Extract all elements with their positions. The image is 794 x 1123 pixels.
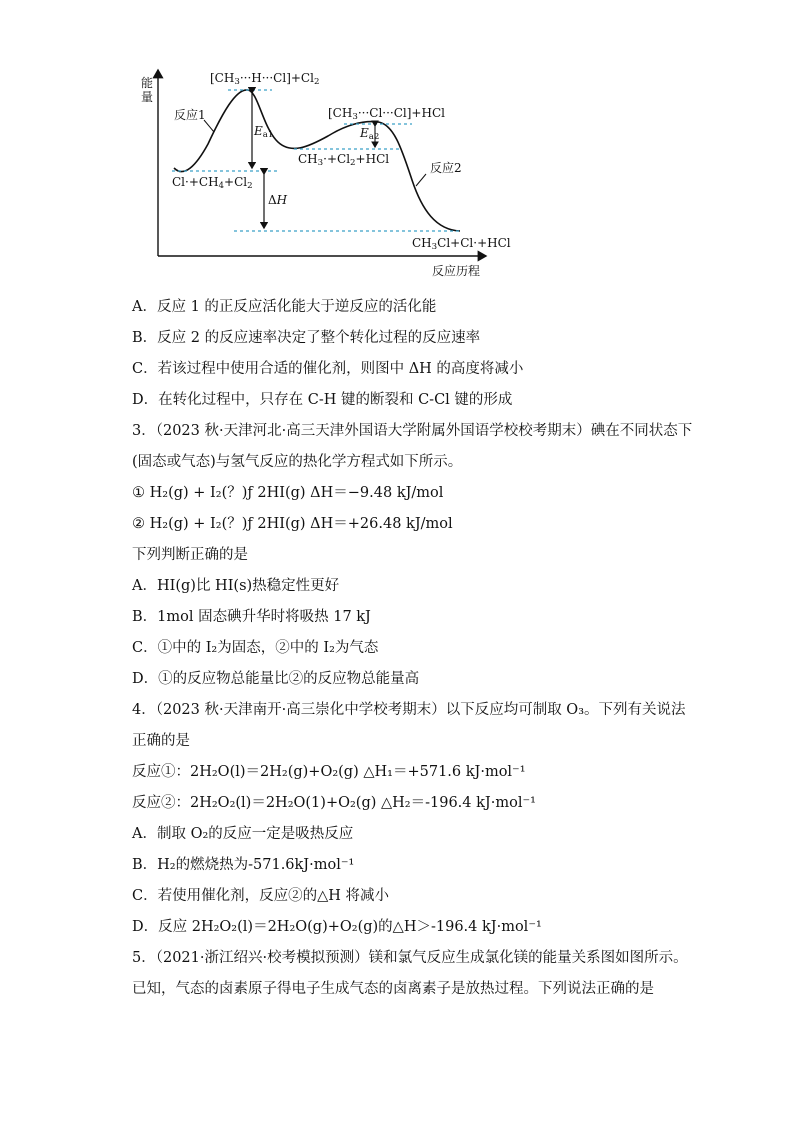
q5-stem-line1: 5．（2021·浙江绍兴·校考模拟预测）镁和氯气反应生成氯化镁的能量关系图如图所示。	[132, 950, 688, 966]
q4-stem-line2: 正确的是	[132, 733, 190, 749]
reaction1-label: 反应1	[174, 108, 206, 122]
q3-option-a: A．HI(g)比 HI(s)热稳定性更好	[132, 578, 340, 594]
intermediate-label: $CH_3\cdot+Cl_2+HCl$	[298, 152, 390, 169]
q4-option-d: D．反应 2H₂O₂(l)＝2H₂O(g)+O₂(g)的△H＞-196.4 kJ·mol⁻¹	[132, 919, 542, 935]
q3-equation-1: ① H₂(g) + I₂(？)ƒ 2HI(g) ΔH＝−9.48 kJ/mol	[132, 485, 444, 501]
ts1-label: $[CH_3\cdot\cdot\cdot H\cdot\cdot\cdot Cl]+Cl_2$	[210, 71, 320, 88]
q3-prompt: 下列判断正确的是	[132, 547, 248, 563]
q3-option-d: D．①的反应物总能量比②的反应物总能量高	[132, 671, 420, 687]
q2-option-c: C．若该过程中使用合适的催化剂，则图中 ΔH 的高度将减小	[132, 361, 524, 377]
ea1-label: $E_{a1}$	[254, 124, 274, 141]
x-axis-label: 反应历程	[432, 264, 481, 278]
end-label: $CH_3Cl+Cl\cdot+HCl$	[412, 236, 511, 253]
q2-option-d: D．在转化过程中，只存在 C-H 键的断裂和 C-Cl 键的形成	[132, 392, 513, 408]
q3-stem-line2: (固态或气态)与氢气反应的热化学方程式如下所示。	[132, 454, 463, 470]
q4-option-a: A．制取 O₂的反应一定是吸热反应	[132, 826, 354, 842]
q4-reaction-1: 反应①：2H₂O(l)＝2H₂(g)+O₂(g) △H₁＝+571.6 kJ·mol⁻¹	[132, 764, 526, 780]
q2-option-b: B．反应 2 的反应速率决定了整个转化过程的反应速率	[132, 330, 481, 346]
q3-stem-line1: 3．（2023 秋·天津河北·高三天津外国语大学附属外国语学校校考期末）碘在不同状态下	[132, 423, 693, 439]
energy-diagram	[130, 62, 530, 284]
y-axis-label: 能量	[140, 76, 153, 104]
reaction2-label: 反应2	[430, 161, 462, 175]
reaction2-leader	[416, 174, 426, 186]
ts2-label: $[CH_3\cdot\cdot\cdot Cl\cdot\cdot\cdot Cl]+HCl$	[328, 106, 445, 123]
q3-option-c: C．①中的 I₂为固态，②中的 I₂为气态	[132, 640, 379, 656]
dh-label: ΔH	[268, 193, 288, 207]
q4-stem-line1: 4．（2023 秋·天津南开·高三崇化中学校考期末）以下反应均可制取 O₃。下列有关说法	[132, 702, 686, 718]
q3-option-b: B．1mol 固态碘升华时将吸热 17 kJ	[132, 609, 371, 625]
question-content	[132, 296, 693, 1009]
q5-stem-line2: 已知，气态的卤素原子得电子生成气态的卤离素子是放热过程。下列说法正确的是	[132, 981, 654, 997]
q4-option-b: B．H₂的燃烧热为-571.6kJ·mol⁻¹	[132, 857, 355, 873]
q4-reaction-2: 反应②：2H₂O₂(l)＝2H₂O(1)+O₂(g) △H₂＝-196.4 kJ·mol⁻¹	[132, 795, 536, 811]
q2-option-a: A．反应 1 的正反应活化能大于逆反应的活化能	[132, 299, 437, 315]
q4-option-c: C．若使用催化剂，反应②的△H 将减小	[132, 888, 389, 904]
start-label: $Cl\cdot+CH_4+Cl_2$	[172, 175, 253, 192]
ea2-label: $E_{a2}$	[360, 126, 380, 143]
q3-equation-2: ② H₂(g) + I₂(？)ƒ 2HI(g) ΔH＝+26.48 kJ/mol	[132, 516, 453, 532]
